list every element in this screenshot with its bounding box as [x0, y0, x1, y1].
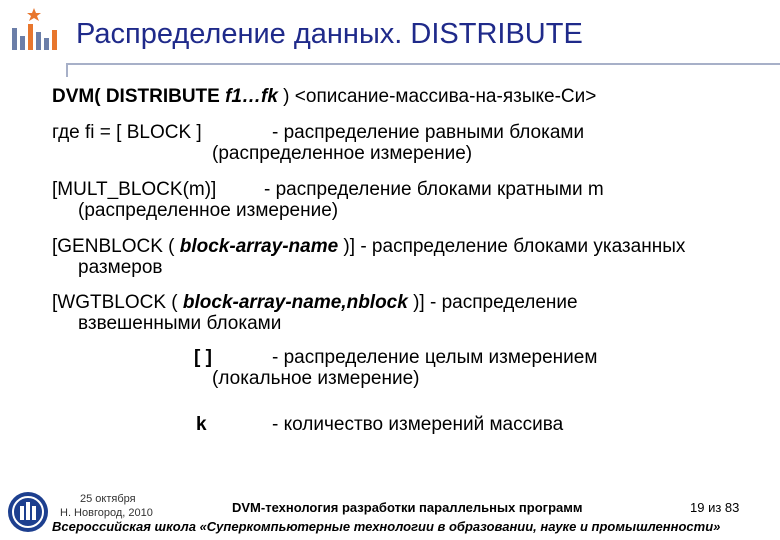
syntax-params: f1…fk [225, 86, 278, 107]
genblock-desc: - распределение блоками указанных [355, 236, 686, 257]
footer-course: DVM-технология разработки параллельных программ [232, 500, 583, 515]
genblock-param: block-array-name [179, 236, 339, 257]
k-head: k [196, 414, 207, 435]
bar-chart-logo-icon [8, 6, 60, 54]
empty-head: [ ] [194, 347, 212, 368]
title-underline [66, 63, 780, 65]
genblock-desc2: размеров [78, 257, 163, 278]
block-head-text: где fi = [ BLOCK ] [52, 122, 202, 143]
footer-place: Н. Новгород, 2010 [60, 507, 153, 519]
title-divider [66, 63, 68, 77]
block-desc: - распределение равными блоками [272, 122, 585, 143]
syntax-prefix: DVM( DISTRIBUTE [52, 86, 226, 107]
footer-date: 25 октября [80, 493, 136, 505]
mult-block-desc: - распределение блоками кратными m [264, 179, 604, 200]
block-head [52, 122, 202, 144]
empty-desc: - распределение целым измерением [272, 347, 598, 368]
wgtblock-open: [WGTBLOCK ( [52, 292, 183, 313]
page-title: Распределение данных. DISTRIBUTE [76, 18, 583, 50]
wgtblock-desc2: взвешенными блоками [78, 313, 282, 334]
mult-block-desc2: (распределенное измерение) [78, 200, 339, 221]
university-logo-icon [6, 490, 50, 534]
syntax-line [52, 86, 596, 108]
wgtblock-close: )] [407, 292, 425, 313]
mult-block-head: [MULT_BLOCK(m)] [52, 179, 217, 200]
genblock-close: )] [338, 236, 356, 257]
syntax-suffix: ) <описание-массива-на-языке-Си> [277, 86, 597, 107]
k-desc: - количество измерений массива [272, 414, 564, 435]
footer-school: Всероссийская школа «Суперкомпьютерные технологии в образовании, науке и промышленности» [52, 519, 721, 534]
wgtblock-param: block-array-name,nblock [182, 292, 408, 313]
empty-desc2: (локальное измерение) [212, 368, 420, 389]
wgtblock-desc: - распределение [424, 292, 578, 313]
page-number: 19 из 83 [690, 500, 740, 515]
block-desc2: (распределенное измерение) [212, 143, 473, 164]
wgtblock-line [52, 292, 578, 314]
genblock-line [52, 236, 685, 258]
genblock-open: [GENBLOCK ( [52, 236, 180, 257]
